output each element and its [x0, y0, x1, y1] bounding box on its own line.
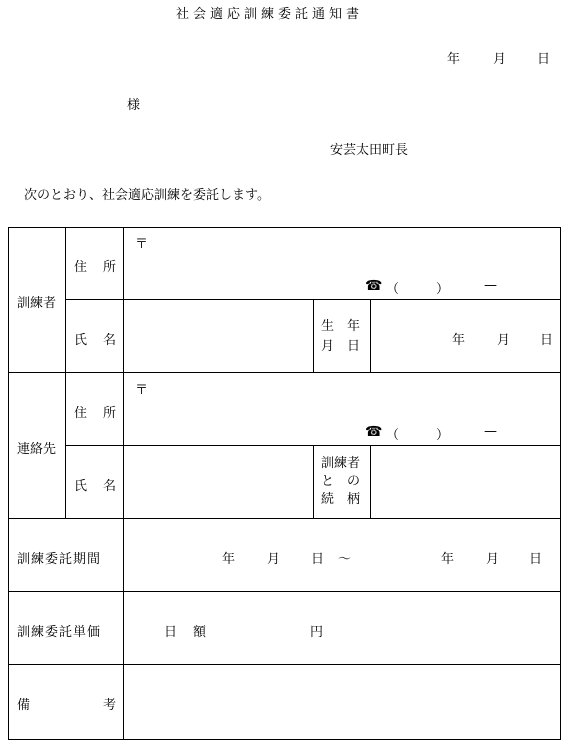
period-end-year: 年 — [441, 552, 455, 567]
col-divider — [370, 445, 371, 519]
trainee-name-label-1: 氏 — [74, 333, 88, 348]
contact-phone-dash: — — [484, 424, 497, 439]
trainee-address-label-2: 所 — [103, 260, 117, 275]
document-title: 社会適応訓練委託通知書 — [176, 7, 364, 22]
trainee-phone-dash: — — [484, 278, 497, 293]
row-divider — [8, 518, 561, 519]
telephone-icon: ☎ — [365, 424, 383, 440]
birth-date-year: 年 — [452, 333, 466, 348]
col-divider — [123, 227, 124, 740]
contact-phone-close: ） — [436, 428, 450, 443]
issue-date-year: 年 — [447, 52, 461, 67]
row-divider — [8, 372, 561, 373]
yen-label: 円 — [310, 625, 324, 640]
contact-address-label-2: 所 — [103, 406, 117, 421]
unit-price-label: 訓練委託単価 — [17, 625, 102, 640]
contact-address-label-1: 住 — [74, 406, 88, 421]
contact-postal-mark: 〒 — [135, 383, 149, 398]
trainee-phone-open: （ — [386, 282, 400, 297]
addressee-suffix: 様 — [127, 98, 141, 113]
contact-section-label: 連絡先 — [17, 442, 57, 457]
intro-text: 次のとおり、社会適応訓練を委託します。 — [24, 188, 270, 203]
table-border-top — [8, 227, 561, 228]
birth-date-day: 日 — [540, 333, 554, 348]
relation-label-2: と の — [321, 474, 361, 489]
period-end-day: 日 — [529, 552, 543, 567]
col-divider — [65, 227, 66, 519]
issue-date-day: 日 — [537, 52, 551, 67]
remarks-label-1: 備 — [17, 698, 31, 713]
birth-date-label-1: 生 年 — [321, 319, 361, 334]
period-start-day: 日 — [311, 552, 325, 567]
relation-label-3: 続 柄 — [321, 492, 361, 507]
trainee-name-label-2: 名 — [103, 333, 117, 348]
remarks-label-2: 考 — [103, 698, 117, 713]
col-divider — [370, 299, 371, 373]
table-border-bottom — [8, 739, 561, 740]
birth-date-label-2: 月 日 — [321, 339, 361, 354]
row-divider — [8, 591, 561, 592]
col-divider — [313, 299, 314, 373]
period-start-year: 年 — [222, 552, 236, 567]
contact-name-label-2: 名 — [103, 479, 117, 494]
col-divider — [313, 445, 314, 519]
daily-amount-label-2: 額 — [193, 625, 207, 640]
relation-label-1: 訓練者 — [321, 456, 361, 471]
telephone-icon: ☎ — [365, 278, 383, 294]
trainee-section-label: 訓練者 — [17, 296, 57, 311]
contact-name-label-1: 氏 — [74, 479, 88, 494]
period-label: 訓練委託期間 — [17, 552, 102, 567]
period-start-month: 月 — [267, 552, 281, 567]
period-end-month: 月 — [486, 552, 500, 567]
birth-date-month: 月 — [497, 333, 511, 348]
trainee-postal-mark: 〒 — [135, 237, 149, 252]
row-divider — [8, 664, 561, 665]
daily-amount-label-1: 日 — [164, 625, 178, 640]
trainee-phone-close: ） — [436, 282, 450, 297]
period-tilde: ～ — [338, 552, 352, 567]
issuer-name: 安芸太田町長 — [330, 143, 409, 158]
trainee-address-label-1: 住 — [74, 260, 88, 275]
issue-date-month: 月 — [493, 52, 507, 67]
contact-phone-open: （ — [386, 428, 400, 443]
